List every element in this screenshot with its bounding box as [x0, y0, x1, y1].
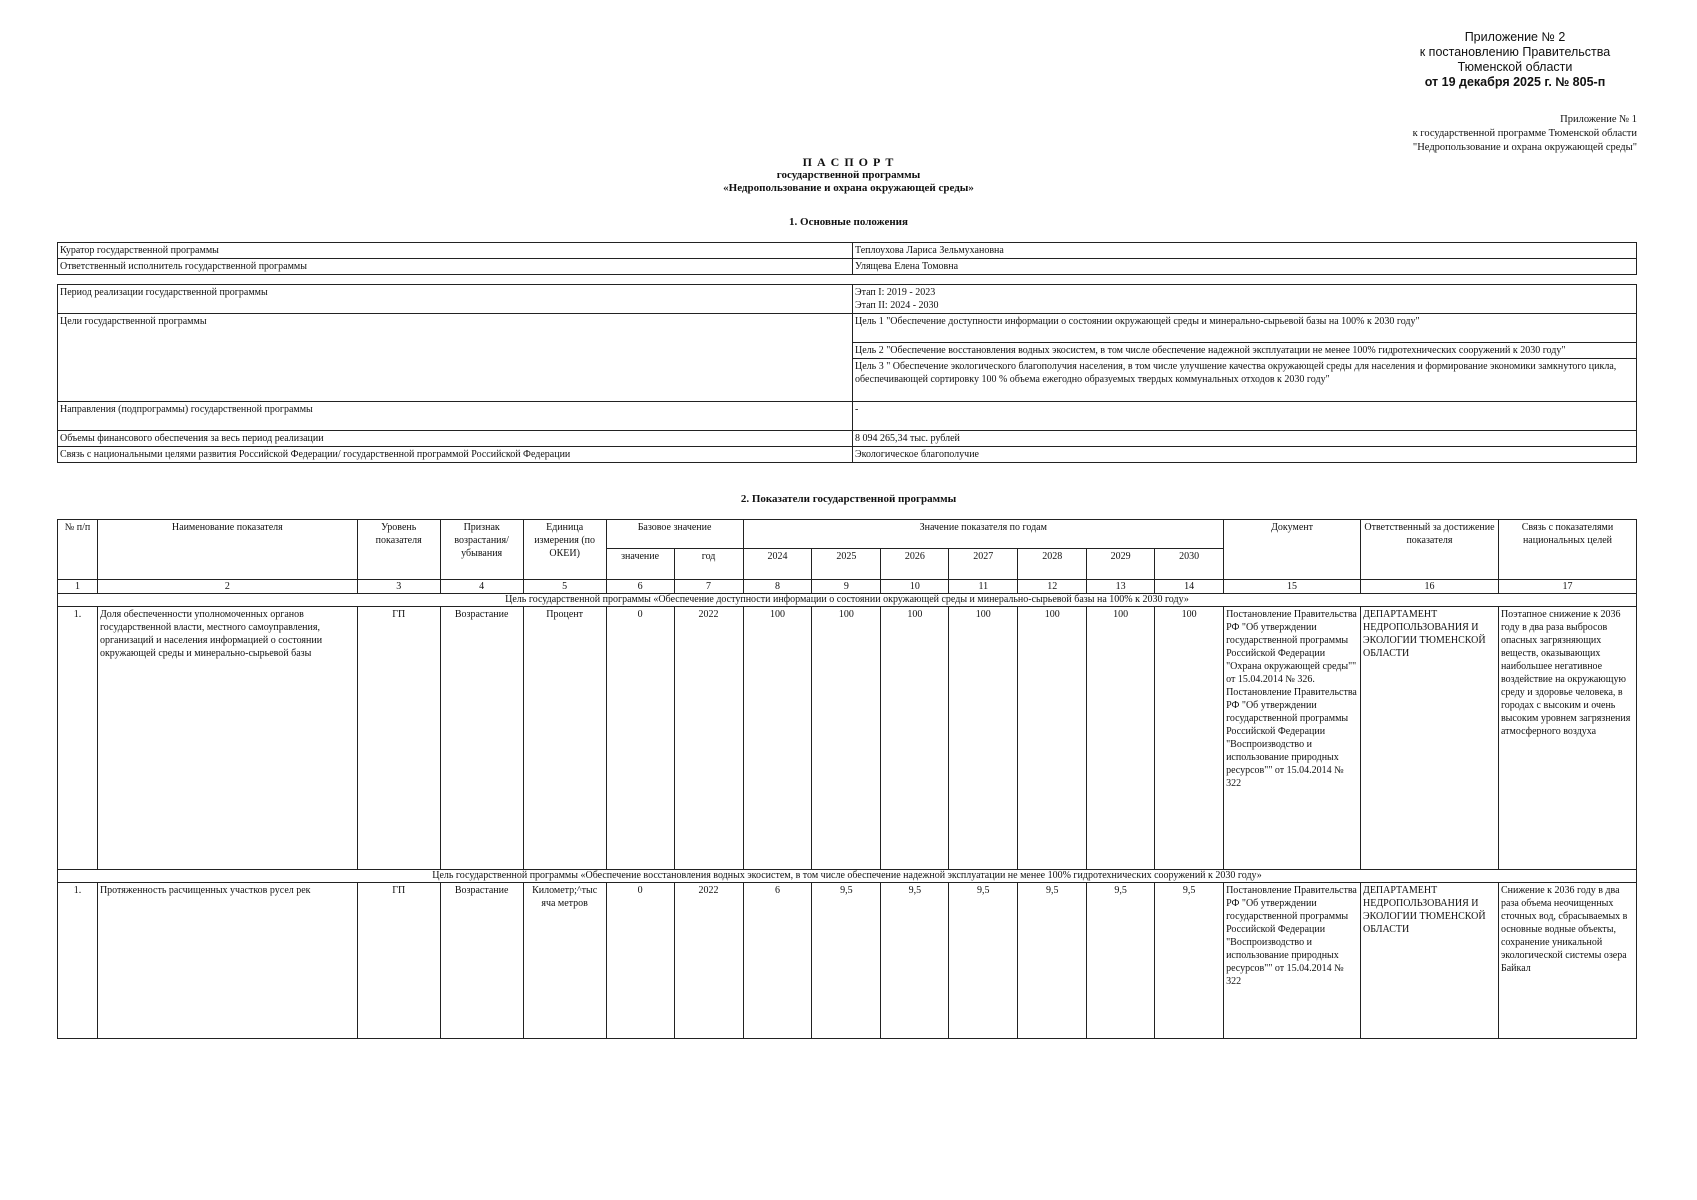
appendix-2-line4: от 19 декабря 2025 г. № 805-п: [1424, 75, 1606, 89]
appendix-1-line2: к государственной программе Тюменской области: [1412, 128, 1637, 139]
header-responsible: Ответственный за достижение показателя: [1361, 520, 1499, 580]
row2-value-2029: 9,5: [1087, 883, 1155, 1039]
title-line2: государственной программы: [776, 169, 921, 181]
goal-row: [58, 870, 1637, 883]
col-index: 4: [440, 580, 523, 594]
header-base-year: год: [674, 549, 743, 580]
header-year-2030: 2030: [1155, 549, 1224, 580]
directions-value: -: [853, 402, 1637, 431]
goal-3: Цель 3 " Обеспечение экологического благополучия населения, в том числе улучшение качества окружающей среды для населения и формирование экономики замкнутого цикла, обеспечивающей сортировку 100 % объема ежегодно образуемых твердых коммунальных отходов к 2030 году": [853, 359, 1637, 402]
period-row: [58, 285, 1637, 314]
row1-sign: Возрастание: [440, 607, 523, 870]
col-index: 15: [1224, 580, 1361, 594]
col-index: 8: [743, 580, 812, 594]
goal-2: Цель 2 "Обеспечение восстановления водных экосистем, в том числе обеспечение надежной эксплуатации не менее 100% гидротехнических сооружений к 2030 году": [853, 343, 1637, 359]
row2-value-2030: 9,5: [1155, 883, 1224, 1039]
finance-value: 8 094 265,34 тыс. рублей: [853, 431, 1637, 447]
appendix-1-line1: Приложение № 1: [1560, 114, 1637, 125]
directions-label: Направления (подпрограммы) государственной программы: [58, 402, 853, 431]
goals-label: Цели государственной программы: [58, 314, 853, 402]
header-name: Наименование показателя: [97, 520, 357, 580]
row2-sign: Возрастание: [440, 883, 523, 1039]
header-base-value: значение: [606, 549, 674, 580]
goal-1: Цель 1 "Обеспечение доступности информации о состоянии окружающей среды и минерально-сырьевой базы на 100% к 2030 году": [853, 314, 1637, 343]
row1-value-2024: 100: [743, 607, 812, 870]
appendix-2-line2: к постановлению Правительства: [1419, 45, 1611, 59]
header-year-2027: 2027: [949, 549, 1018, 580]
header-year-2026: 2026: [881, 549, 949, 580]
col-index: 11: [949, 580, 1018, 594]
goal-row: [58, 594, 1637, 607]
header-sign: Признак возрастания/ убывания: [440, 520, 523, 580]
executor-value: Улящева Елена Томовна: [853, 259, 1637, 275]
row1-document: Постановление Правительства РФ "Об утверждении государственной программы Российской Федерации "Охрана окружающей среды"" от 15.04.2014 № 326. Постановление Правительства РФ "Об утверждении государственной программы Российской Федерации "Воспроизводство и использование природных ресурсов"" от 15.04.2014 № 322: [1224, 607, 1361, 870]
row1-responsible: ДЕПАРТАМЕНТ НЕДРОПОЛЬЗОВАНИЯ И ЭКОЛОГИИ ТЮМЕНСКОЙ ОБЛАСТИ: [1361, 607, 1499, 870]
row2-value-2026: 9,5: [881, 883, 949, 1039]
header-link: Связь с показателями национальных целей: [1498, 520, 1636, 580]
row1-value-2027: 100: [949, 607, 1018, 870]
col-index: 7: [674, 580, 743, 594]
col-index: 9: [812, 580, 881, 594]
row2-responsible: ДЕПАРТАМЕНТ НЕДРОПОЛЬЗОВАНИЯ И ЭКОЛОГИИ ТЮМЕНСКОЙ ОБЛАСТИ: [1361, 883, 1499, 1039]
row1-level: ГП: [357, 607, 440, 870]
header-num: № п/п: [58, 520, 98, 580]
row2-value-2027: 9,5: [949, 883, 1018, 1039]
col-index: 10: [881, 580, 949, 594]
appendix-2-line1: Приложение № 2: [1464, 30, 1566, 44]
col-index: 13: [1087, 580, 1155, 594]
row2-num: 1.: [58, 883, 98, 1039]
appendix-2-header: [1350, 30, 1680, 90]
col-index: 3: [357, 580, 440, 594]
responsible-table: [57, 242, 1637, 275]
table-row: [58, 883, 1637, 1039]
row2-base-value: 0: [606, 883, 674, 1039]
finance-label: Объемы финансового обеспечения за весь период реализации: [58, 431, 853, 447]
goal-row-2: Цель государственной программы «Обеспечение восстановления водных экосистем, в том числе обеспечение надежной эксплуатации не менее 100% гидротехнических сооружений к 2030 году»: [58, 870, 1637, 883]
section-1-heading: 1. Основные положения: [789, 216, 908, 228]
main-provisions-table: [57, 284, 1637, 463]
executor-row: [58, 259, 1637, 275]
header-unit: Единица измерения (по ОКЕИ): [523, 520, 606, 580]
goals-row: [58, 314, 1637, 343]
header-document: Документ: [1224, 520, 1361, 580]
row1-value-2025: 100: [812, 607, 881, 870]
col-index: 16: [1361, 580, 1499, 594]
col-index: 17: [1498, 580, 1636, 594]
executor-label: Ответственный исполнитель государственной программы: [58, 259, 853, 275]
section-2-heading: 2. Показатели государственной программы: [740, 493, 957, 505]
title-line1: П А С П О Р Т: [802, 155, 895, 169]
col-index: 1: [58, 580, 98, 594]
curator-row: [58, 243, 1637, 259]
header-year-2024: 2024: [743, 549, 812, 580]
directions-row: [58, 402, 1637, 431]
row1-value-2026: 100: [881, 607, 949, 870]
header-base: Базовое значение: [606, 520, 743, 549]
col-index: 5: [523, 580, 606, 594]
appendix-2-line3: Тюменской области: [1457, 60, 1573, 74]
header-year-2029: 2029: [1087, 549, 1155, 580]
row1-value-2030: 100: [1155, 607, 1224, 870]
row1-value-2029: 100: [1087, 607, 1155, 870]
row2-national-link: Снижение к 2036 году в два раза объема неочищенных сточных вод, сбрасываемых в основные водные объекты, сохранение уникальной экологической системы озера Байкал: [1498, 883, 1636, 1039]
national-link-value: Экологическое благополучие: [853, 447, 1637, 463]
header-year-2028: 2028: [1018, 549, 1087, 580]
row1-base-year: 2022: [674, 607, 743, 870]
document-title: [0, 156, 1697, 195]
curator-label: Куратор государственной программы: [58, 243, 853, 259]
col-index: 2: [97, 580, 357, 594]
goal-row-1: Цель государственной программы «Обеспечение доступности информации о состоянии окружающей среды и минерально-сырьевой базы на 100% к 2030 году»: [58, 594, 1637, 607]
row2-unit: Километр;^тыс яча метров: [523, 883, 606, 1039]
row2-value-2025: 9,5: [812, 883, 881, 1039]
period-label: Период реализации государственной программы: [58, 285, 853, 314]
row2-base-year: 2022: [674, 883, 743, 1039]
column-index-row: [58, 580, 1637, 594]
row2-level: ГП: [357, 883, 440, 1039]
row1-unit: Процент: [523, 607, 606, 870]
row2-document: Постановление Правительства РФ "Об утверждении государственной программы Российской Федерации "Воспроизводство и использование природных ресурсов"" от 15.04.2014 № 322: [1224, 883, 1361, 1039]
appendix-1-header: [1413, 113, 1637, 155]
national-link-row: [58, 447, 1637, 463]
appendix-1-line3: "Недропользование и охрана окружающей среды": [1412, 142, 1637, 153]
header-level: Уровень показателя: [357, 520, 440, 580]
row1-num: 1.: [58, 607, 98, 870]
col-index: 12: [1018, 580, 1087, 594]
title-line3: «Недропользование и охрана окружающей среды»: [723, 182, 974, 194]
finance-row: [58, 431, 1637, 447]
national-link-label: Связь с национальными целями развития Российской Федерации/ государственной программой Российской Федерации: [58, 447, 853, 463]
row2-value-2028: 9,5: [1018, 883, 1087, 1039]
period-stage2: Этап II: 2024 - 2030: [855, 300, 939, 311]
col-index: 14: [1155, 580, 1224, 594]
row2-value-2024: 6: [743, 883, 812, 1039]
indicators-table: [57, 519, 1637, 1039]
row1-base-value: 0: [606, 607, 674, 870]
header-row-1: [58, 520, 1637, 549]
header-by-years: Значение показателя по годам: [743, 520, 1224, 549]
header-year-2025: 2025: [812, 549, 881, 580]
row1-name: Доля обеспеченности уполномоченных органов государственной власти, местного самоуправления, организаций и населения информацией о состоянии окружающей среды и минерально-сырьевой базы: [97, 607, 357, 870]
curator-value: Теплоухова Лариса Зельмухановна: [853, 243, 1637, 259]
period-stage1: Этап I: 2019 - 2023: [855, 287, 936, 298]
row2-name: Протяженность расчищенных участков русел рек: [97, 883, 357, 1039]
col-index: 6: [606, 580, 674, 594]
row1-value-2028: 100: [1018, 607, 1087, 870]
row1-national-link: Поэтапное снижение к 2036 году в два раза выбросов опасных загрязняющих веществ, оказывающих наибольшее негативное воздействие на окружающую среду и здоровье человека, в городах с высоким и очень высоким уровнем загрязнения атмосферного воздуха: [1498, 607, 1636, 870]
period-value: [853, 285, 1637, 314]
table-row: [58, 607, 1637, 870]
